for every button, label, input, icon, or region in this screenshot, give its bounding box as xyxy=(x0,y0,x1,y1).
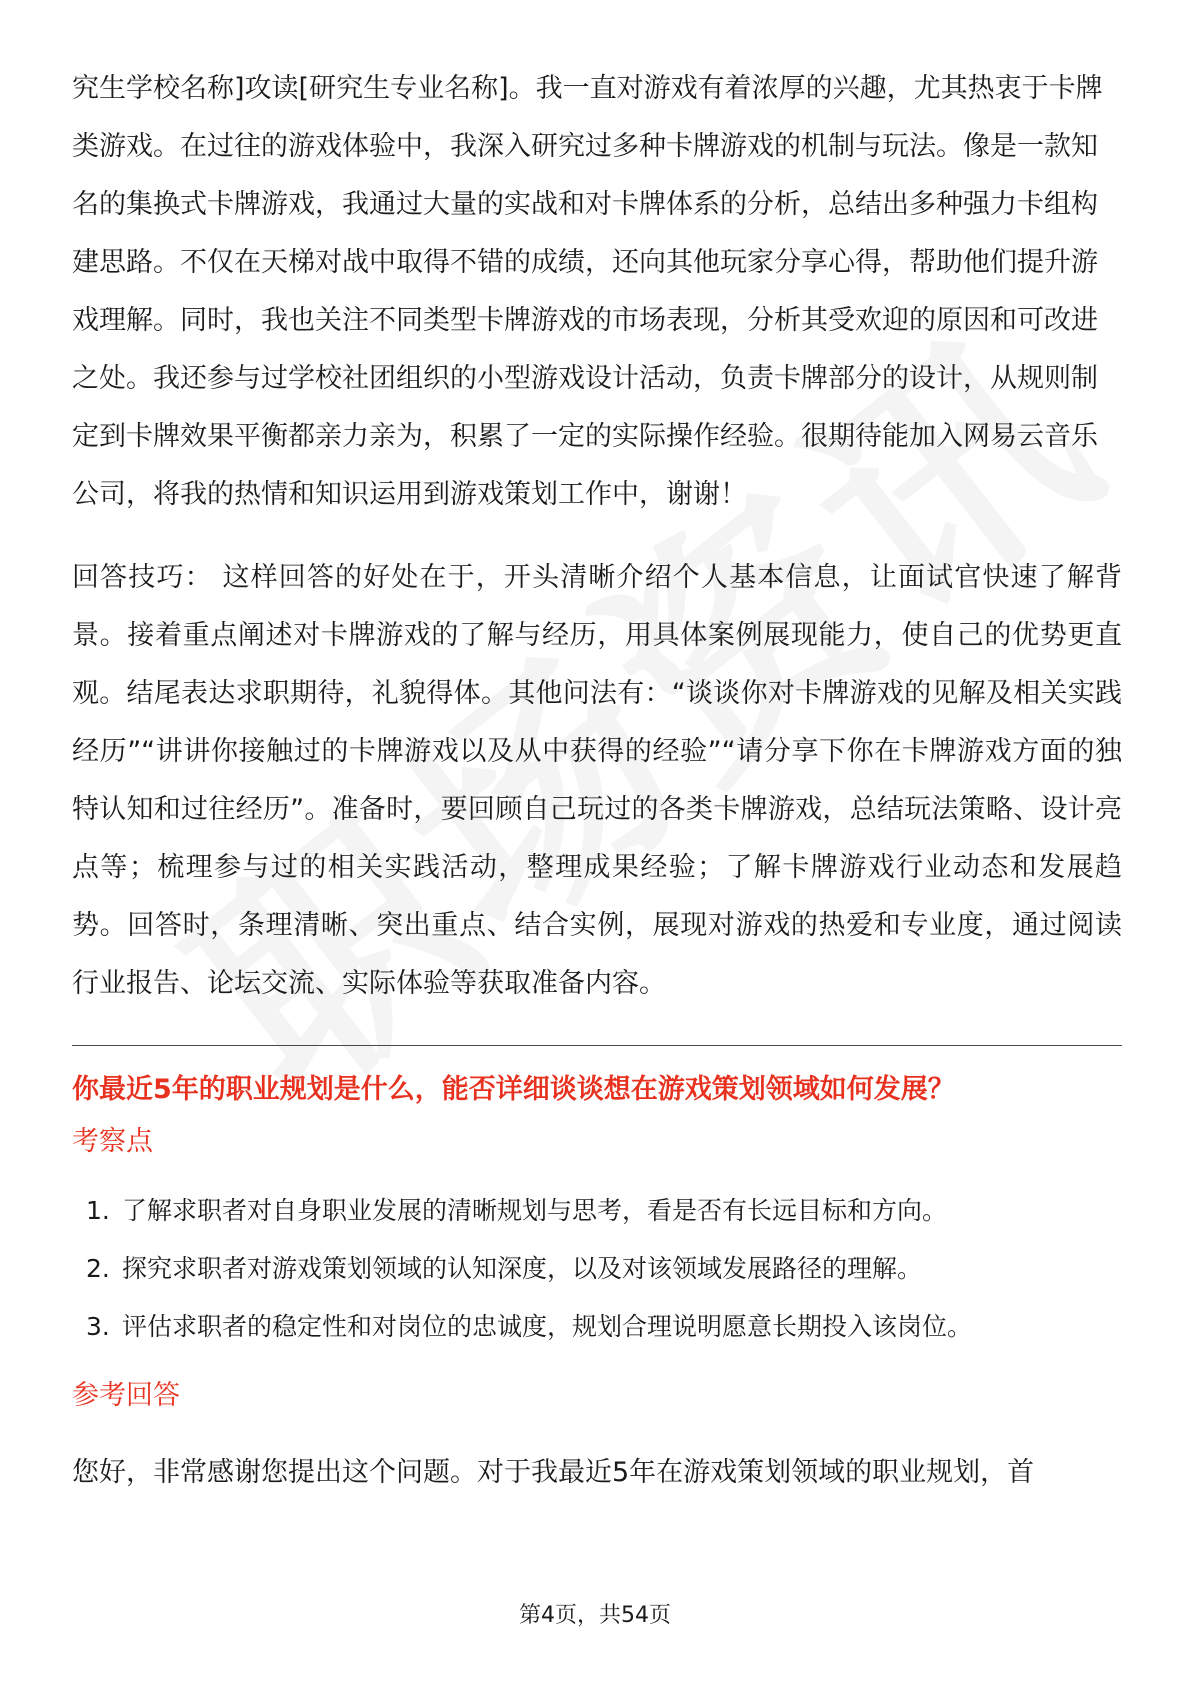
answer-label: 参考回答 xyxy=(72,1380,180,1411)
question-heading: 你最近5年的职业规划是什么，能否详细谈谈想在游戏策划领域如何发展？ xyxy=(72,1074,955,1105)
page-footer: 第4页，共54页 xyxy=(519,1603,671,1628)
focus-label: 考察点 xyxy=(72,1126,153,1157)
focus-point-3 xyxy=(72,1298,1122,1356)
list-text: 探究求职者对游戏策划领域的认知深度，以及对该领域发展路径的理解。 xyxy=(122,1254,923,1283)
focus-point-2 xyxy=(72,1240,1122,1298)
list-number: 2. xyxy=(86,1254,110,1283)
list-text: 评估求职者的稳定性和对岗位的忠诚度，规划合理说明愿意长期投入该岗位。 xyxy=(122,1312,973,1341)
intro-paragraph: 究生学校名称]攻读[研究生专业名称]。我一直对游戏有着浓厚的兴趣，尤其热衷于卡牌类游戏。在过往的游戏体验中，我深入研究过多种卡牌游戏的机制与玩法。像是一款知名的集换式卡牌游戏，我通过大量的实战和对卡牌体系的分析，总结出多种强力卡组构建思路。不仅在天梯对战中取得不错的成绩，还向其他玩家分享心得，帮助他们提升游戏理解。同时，我也关注不同类型卡牌游戏的市场表现，分析其受欢迎的原因和可改进之处。我还参与过学校社团组织的小型游戏设计活动，负责卡牌部分的设计，从规则制定到卡牌效果平衡都亲力亲为，积累了一定的实际操作经验。很期待能加入网易云音乐公司，将我的热情和知识运用到游戏策划工作中，谢谢！ xyxy=(72,73,1103,510)
tips-paragraph: 回答技巧： 这样回答的好处在于，开头清晰介绍个人基本信息，让面试官快速了解背景。接着重点阐述对卡牌游戏的了解与经历，用具体案例展现能力，使自己的优势更直观。结尾表达求职期待，礼貌得体。其他问法有：“谈谈你对卡牌游戏的见解及相关实践经历”“讲讲你接触过的卡牌游戏以及从中获得的经验”“请分享下你在卡牌游戏方面的独特认知和过往经历”。准备时，要回顾自己玩过的各类卡牌游戏，总结玩法策略、设计亮点等；梳理参与过的相关实践活动，整理成果经验；了解卡牌游戏行业动态和发展趋势。回答时，条理清晰、突出重点、结合实例，展现对游戏的热爱和专业度，通过阅读行业报告、论坛交流、实际体验等获取准备内容。 xyxy=(72,562,1122,999)
focus-point-1 xyxy=(72,1182,1122,1240)
list-number: 3. xyxy=(86,1312,110,1341)
answer-paragraph: 您好，非常感谢您提出这个问题。对于我最近5年在游戏策划领域的职业规划，首 xyxy=(72,1457,1035,1488)
page-content xyxy=(72,60,1122,1502)
list-number: 1. xyxy=(86,1196,110,1225)
focus-points-list xyxy=(72,1182,1122,1356)
list-text: 了解求职者对自身职业发展的清晰规划与思考，看是否有长远目标和方向。 xyxy=(122,1196,948,1225)
section-divider xyxy=(72,1045,1122,1046)
